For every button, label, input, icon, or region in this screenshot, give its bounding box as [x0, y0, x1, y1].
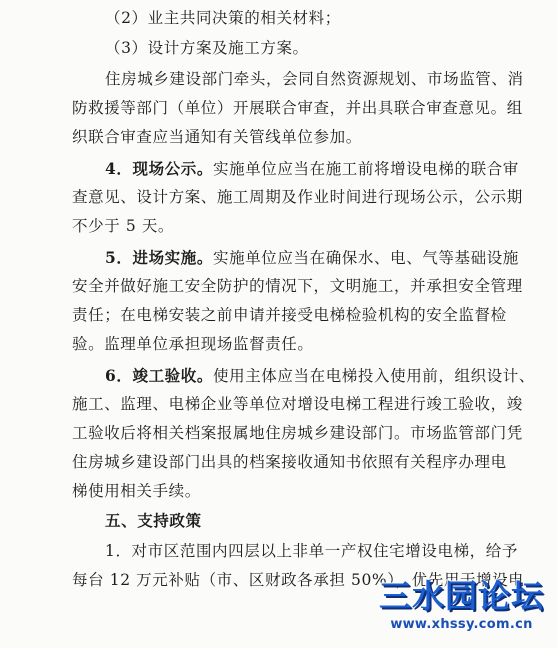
text-line: （3）设计方案及施工方案。 — [105, 39, 309, 57]
text-line: 施工、监理、电梯企业等单位对增设电梯工程进行竣工验收，竣 — [72, 395, 523, 413]
text-line: 防救援等部门（单位）开展联合审查，并出具联合审查意见。组 — [72, 99, 523, 117]
text-line: 每台 12 万元补贴（市、区财政各承担 50%），优先用于增设电 — [72, 571, 525, 589]
text-line: 住房城乡建设部门出具的档案接收通知书依照有关程序办理电 — [72, 453, 507, 471]
item-text: 使用主体应当在电梯投入使用前，组织设计、 — [213, 367, 536, 385]
text-line: 织联合审查应当通知有关管线单位参加。 — [72, 128, 362, 146]
text-line: 1．对市区范围内四层以上非单一产权住宅增设电梯，给予 — [105, 542, 518, 560]
text-line: 住房城乡建设部门牵头，会同自然资源规划、市场监管、消 — [105, 70, 524, 88]
text-line: 验。监理单位承担现场监督责任。 — [72, 335, 314, 353]
item-heading: 4．现场公示。 — [105, 159, 213, 178]
watermark-url: www.xhssy.com.cn — [390, 617, 533, 632]
item-text: 实施单位应当在确保水、电、气等基础设施 — [213, 249, 519, 267]
item-heading: 6．竣工验收。 — [105, 366, 213, 385]
section-heading: 五、支持政策 — [105, 512, 202, 530]
item-text: 实施单位应当在施工前将增设电梯的联合审 — [213, 160, 519, 178]
item-heading: 5．进场实施。 — [105, 248, 213, 267]
text-line: 工验收后将相关档案报属地住房城乡建设部门。市场监管部门凭 — [72, 424, 523, 442]
text-line: 梯使用相关手续。 — [72, 482, 201, 500]
text-line: 安全并做好施工安全防护的情况下，文明施工，并承担安全管理 — [72, 277, 523, 295]
watermark-logo: 三水园论坛 — [378, 577, 544, 615]
text-line: 查意见、设计方案、施工周期及作业时间进行现场公示，公示期 — [72, 188, 523, 206]
text-line — [105, 155, 519, 183]
text-line: （2）业主共同决策的相关材料； — [105, 9, 341, 27]
text-line — [105, 362, 535, 390]
text-line — [105, 244, 519, 272]
text-line: 责任；在电梯安装之前申请并接受电梯检验机构的安全监督检 — [72, 306, 507, 324]
text-line: 不少于 5 天。 — [72, 217, 175, 235]
site-watermark — [374, 576, 549, 640]
